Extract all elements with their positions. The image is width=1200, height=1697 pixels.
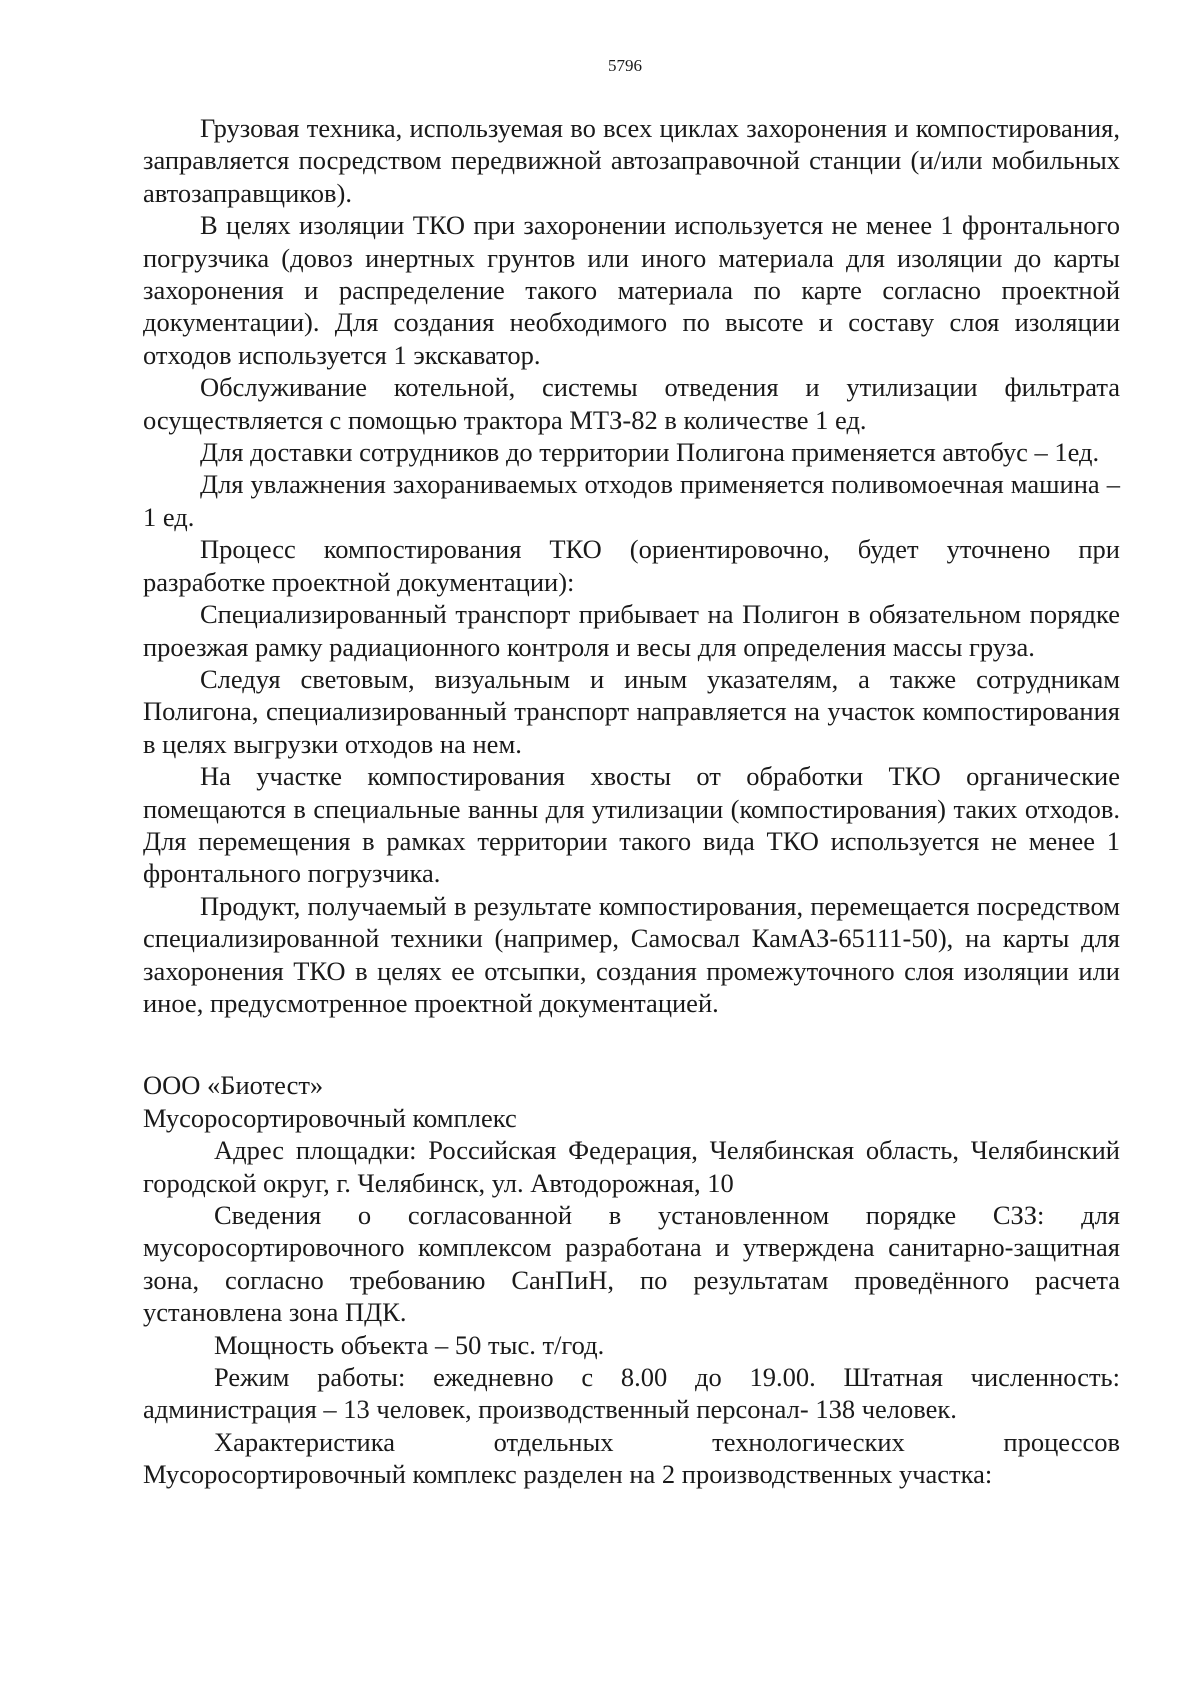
org-title: ООО «Биотест» (143, 1070, 324, 1101)
paragraph-processes-text: Мусоросортировочный комплекс разделен на 2 производственных участка: (143, 1459, 993, 1490)
paragraph-composting-process: Процесс компостирования ТКО (ориентировочно, будет уточнено при разработке проектной документации): (143, 534, 1120, 597)
paragraph-processes-heading: Характеристика отдельных технологических процессов (214, 1426, 1120, 1457)
paragraph-transport-arrival: Специализированный транспорт прибывает на Полигон в обязательном порядке проезжая рамку радиационного контроля и весы для определения массы груза. (143, 599, 1120, 662)
page-number: 5796 (608, 56, 642, 75)
paragraph-watering: Для увлажнения захораниваемых отходов применяется поливомоечная машина – 1 ед. (143, 469, 1120, 532)
paragraph-composting-site: На участке компостирования хвосты от обработки ТКО органические помещаются в специальные ванны для утилизации (компостирования) таких отходов. Для перемещения в рамках территории такого вида ТКО используется не менее 1 фронтального погрузчика. (143, 761, 1120, 889)
paragraph-signs: Следуя световым, визуальным и иным указателям, а также сотрудникам Полигона, специализированный транспорт направляется на участок компостирования в целях выгрузки отходов на нем. (143, 663, 1120, 759)
paragraph-truck-refueling: Грузовая техника, используемая во всех циклах захоронения и компостирования, заправляется посредством передвижной автозаправочной станции (и/или мобильных автозаправщиков). (143, 113, 1120, 208)
paragraph-address: Адрес площадки: Российская Федерация, Челябинская область, Челябинский городской округ, г. Челябинск, ул. Автодорожная, 10 (143, 1135, 1120, 1198)
paragraph-capacity: Мощность объекта – 50 тыс. т/год. (214, 1329, 605, 1360)
paragraph-bus: Для доставки сотрудников до территории Полигона применяется автобус – 1ед. (200, 437, 1100, 468)
paragraph-schedule: Режим работы: ежедневно с 8.00 до 19.00. Штатная численность: администрация – 13 человек, производственный персонал- 138 человек. (143, 1362, 1120, 1425)
document-body (143, 112, 1120, 1491)
paragraph-product: Продукт, получаемый в результате компостирования, перемещается посредством специализированной техники (например, Самосвал КамАЗ-65111-50), на карты для захоронения ТКО в целях ее отсыпки, создания промежуточного слоя изоляции или иное, предусмотренное проектной документацией. (143, 890, 1120, 1018)
facility-title: Мусоросортировочный комплекс (143, 1102, 517, 1133)
paragraph-szz: Сведения о согласованной в установленном порядке СЗЗ: для мусоросортировочного комплексом разработана и утверждена санитарно-защитная зона, согласно требованию СанПиН, по результатам проведённого расчета установлена зона ПДК. (143, 1200, 1120, 1328)
section-gap (143, 1019, 1120, 1069)
paragraph-boiler: Обслуживание котельной, системы отведения и утилизации фильтрата осуществляется с помощью трактора МТЗ-82 в количестве 1 ед. (143, 372, 1120, 435)
paragraph-isolation: В целях изоляции ТКО при захоронении используется не менее 1 фронтального погрузчика (довоз инертных грунтов или иного материала для изоляции до карты захоронения и распределение такого материала по карте согласно проектной документации). Для создания необходимого по высоте и составу слоя изоляции отходов используется 1 экскаватор. (143, 210, 1120, 370)
